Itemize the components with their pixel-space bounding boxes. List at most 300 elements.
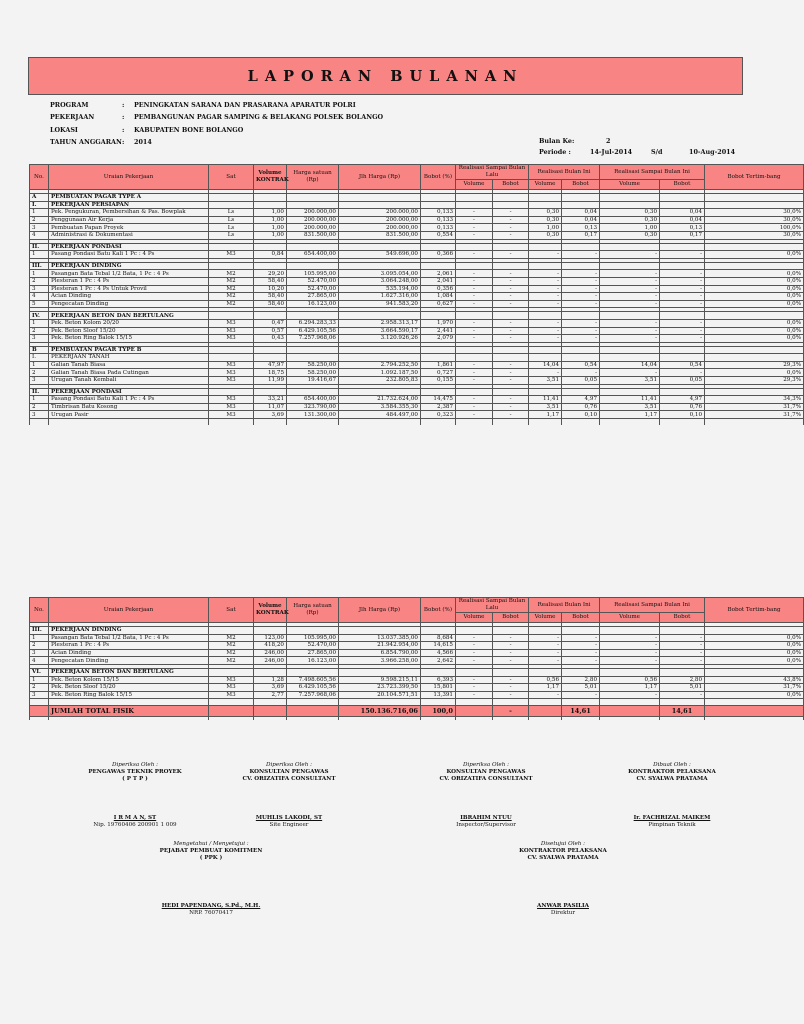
table-row <box>30 231 804 239</box>
row-sampai-bobot: 0,04 <box>660 216 705 224</box>
row-sampai-volume: - <box>600 642 660 650</box>
row-sampai-volume: - <box>600 319 660 327</box>
row-no: VI. <box>30 668 49 676</box>
row-uraian: Urugan Tanah Kembali <box>49 377 209 385</box>
row-bobot-tertimbang: 0,0% <box>705 327 804 335</box>
row-no: 3 <box>30 335 49 343</box>
signature-ppk-name <box>136 903 286 917</box>
col-jumlah: Jlh Harga (Rp) <box>339 165 421 190</box>
table-row <box>30 209 804 217</box>
row-volume: 1,00 <box>254 216 287 224</box>
signatory-title: Pimpinan Teknik <box>648 822 696 828</box>
col-no: No. <box>30 165 49 190</box>
row-harga: 6.429.105,56 <box>287 684 339 692</box>
periode-start: 14-Jul-2014 <box>590 148 633 156</box>
row-ini-bobot: 0,13 <box>562 224 600 232</box>
row-bobot: 6,393 <box>421 676 456 684</box>
row-uraian: PEKERJAAN TANAH <box>49 354 209 362</box>
row-lalu-volume: - <box>456 293 493 301</box>
empty-cell <box>660 243 705 251</box>
row-sampai-bobot: - <box>660 293 705 301</box>
signatory-name: I R M A N, ST <box>113 815 157 821</box>
signature-role: Diperiksa Oleh : <box>112 762 158 768</box>
row-ini-volume: 0,30 <box>529 216 562 224</box>
row-sampai-bobot: - <box>660 691 705 699</box>
empty-cell <box>600 346 660 354</box>
row-sampai-volume: 3,51 <box>600 403 660 411</box>
empty-cell <box>30 717 49 721</box>
signature-org: PEJABAT PEMBUAT KOMITMEN <box>159 848 263 854</box>
row-sat: M2 <box>209 277 254 285</box>
row-bobot: 14,475 <box>421 396 456 404</box>
empty-cell <box>421 422 456 425</box>
row-lalu-volume: - <box>456 319 493 327</box>
row-bobot-tertimbang: 0,0% <box>705 634 804 642</box>
row-no: 2 <box>30 277 49 285</box>
row-jumlah: 831.500,00 <box>339 231 421 239</box>
sub-volume: Volume <box>456 180 493 190</box>
row-sampai-bobot: - <box>660 649 705 657</box>
row-sampai-volume: - <box>600 657 660 665</box>
row-lalu-volume: - <box>456 277 493 285</box>
row-sat: M3 <box>209 684 254 692</box>
empty-cell <box>209 194 254 202</box>
empty-cell <box>287 346 339 354</box>
row-bobot-tertimbang: 31,7% <box>705 411 804 419</box>
row-jumlah: 1.627.316,00 <box>339 293 421 301</box>
row-lalu-volume: - <box>456 270 493 278</box>
empty-cell <box>254 627 287 635</box>
row-bobot-tertimbang: 0,0% <box>705 277 804 285</box>
empty-cell <box>287 388 339 396</box>
row-sampai-volume: - <box>600 293 660 301</box>
empty-cell <box>456 312 493 320</box>
signature-ptp-name <box>60 815 210 829</box>
row-sampai-bobot: - <box>660 300 705 308</box>
row-no: 1 <box>30 209 49 217</box>
empty-cell <box>705 346 804 354</box>
row-lalu-volume: - <box>456 396 493 404</box>
row-bobot-tertimbang: 0,0% <box>705 300 804 308</box>
empty-cell <box>600 194 660 202</box>
row-sampai-volume: 1,00 <box>600 224 660 232</box>
row-ini-volume: 11,41 <box>529 396 562 404</box>
row-ini-volume: - <box>529 369 562 377</box>
row-no: 3 <box>30 649 49 657</box>
empty-cell <box>339 717 421 721</box>
blank-row <box>30 422 804 425</box>
table-row <box>30 377 804 385</box>
row-jumlah: 200.000,00 <box>339 216 421 224</box>
row-bobot: 0,323 <box>421 411 456 419</box>
row-sampai-volume: - <box>600 251 660 259</box>
row-bobot: 14,615 <box>421 642 456 650</box>
row-sat: M2 <box>209 657 254 665</box>
row-ini-volume: - <box>529 634 562 642</box>
row-lalu-bobot: - <box>493 327 529 335</box>
row-volume: 58,40 <box>254 293 287 301</box>
row-sampai-volume: 14,04 <box>600 361 660 369</box>
empty-cell <box>600 388 660 396</box>
empty-cell <box>30 422 49 425</box>
row-sat: M2 <box>209 634 254 642</box>
empty-cell <box>562 262 600 270</box>
row-ini-volume: - <box>529 300 562 308</box>
empty-cell <box>421 262 456 270</box>
row-ini-bobot: 4,97 <box>562 396 600 404</box>
empty-cell <box>254 354 287 362</box>
row-no: 1 <box>30 319 49 327</box>
row-ini-volume: - <box>529 293 562 301</box>
empty-cell <box>562 422 600 425</box>
empty-cell <box>529 243 562 251</box>
row-jumlah: 9.598.215,11 <box>339 676 421 684</box>
row-bobot-tertimbang: 100,0% <box>705 224 804 232</box>
sub-bobot: Bobot <box>660 180 705 190</box>
row-uraian: PEKERJAAN BETON DAN BERTULANG <box>49 668 209 676</box>
row-sampai-volume: - <box>600 300 660 308</box>
empty-cell <box>562 312 600 320</box>
row-ini-bobot: 0,76 <box>562 403 600 411</box>
table-row <box>30 277 804 285</box>
row-sampai-bobot: - <box>660 369 705 377</box>
row-lalu-bobot: - <box>493 684 529 692</box>
empty-cell <box>493 717 529 721</box>
row-sampai-bobot: 0,10 <box>660 411 705 419</box>
section-row <box>30 668 804 676</box>
empty-cell <box>705 312 804 320</box>
row-no: 1 <box>30 270 49 278</box>
row-bobot: 0,133 <box>421 224 456 232</box>
row-ini-volume: - <box>529 319 562 327</box>
empty-cell <box>600 422 660 425</box>
table-row <box>30 327 804 335</box>
signature-org: KONSULTAN PENGAWAS <box>446 769 526 775</box>
row-bobot: 0,133 <box>421 209 456 217</box>
row-ini-bobot: 0,04 <box>562 209 600 217</box>
row-lalu-bobot: - <box>493 403 529 411</box>
empty-cell <box>493 354 529 362</box>
empty-cell <box>562 346 600 354</box>
row-ini-volume: 0,56 <box>529 676 562 684</box>
table-row <box>30 634 804 642</box>
row-ini-volume: 0,30 <box>529 231 562 239</box>
row-sat: M3 <box>209 691 254 699</box>
empty-cell <box>209 243 254 251</box>
section-row <box>30 194 804 202</box>
empty-cell <box>705 388 804 396</box>
row-harga: 200.000,00 <box>287 209 339 217</box>
row-sat: Ls <box>209 209 254 217</box>
row-no: II. <box>30 388 49 396</box>
row-sampai-bobot: 0,05 <box>660 377 705 385</box>
row-uraian: Pek. Pengukuran, Pembersihan & Pas. Bowplak <box>49 209 209 217</box>
row-jumlah: 484.497,00 <box>339 411 421 419</box>
empty-cell <box>339 243 421 251</box>
empty-cell <box>705 706 804 717</box>
section-row <box>30 388 804 396</box>
row-bobot: 8,684 <box>421 634 456 642</box>
col-real-lalu: Realisasi Sampai Bulan Lalu <box>456 165 529 180</box>
row-ini-volume: 3,51 <box>529 403 562 411</box>
table-header-row <box>30 598 804 613</box>
signature-kontraktor <box>597 762 747 783</box>
empty-cell <box>705 262 804 270</box>
row-jumlah: 2.794.252,50 <box>339 361 421 369</box>
row-sat: M2 <box>209 285 254 293</box>
row-harga: 654.400,00 <box>287 251 339 259</box>
row-ini-bobot: 0,54 <box>562 361 600 369</box>
row-harga: 52.470,00 <box>287 285 339 293</box>
row-sampai-bobot: - <box>660 335 705 343</box>
signature-kontraktor-name <box>597 815 747 829</box>
row-ini-volume: - <box>529 335 562 343</box>
row-ini-bobot: - <box>562 285 600 293</box>
row-harga: 105.995,00 <box>287 634 339 642</box>
empty-cell <box>287 243 339 251</box>
row-sampai-bobot: - <box>660 319 705 327</box>
row-no: 2 <box>30 684 49 692</box>
empty-cell <box>529 312 562 320</box>
empty-cell <box>456 243 493 251</box>
empty-cell <box>339 422 421 425</box>
row-uraian: Pembuatan Papan Proyek <box>49 224 209 232</box>
row-harga: 6.429.105,56 <box>287 327 339 335</box>
row-bobot-tertimbang: 0,0% <box>705 319 804 327</box>
row-jumlah: 200.000,00 <box>339 209 421 217</box>
row-ini-bobot: - <box>562 327 600 335</box>
sub-volume: Volume <box>529 613 562 623</box>
sub-volume: Volume <box>600 180 660 190</box>
row-uraian: Galian Tanah Biasa <box>49 361 209 369</box>
row-harga: 19.416,67 <box>287 377 339 385</box>
empty-cell <box>339 388 421 396</box>
signatory-name: IBRAHIM NTUU <box>460 815 512 821</box>
empty-cell <box>562 388 600 396</box>
row-lalu-volume: - <box>456 403 493 411</box>
row-no: 3 <box>30 691 49 699</box>
empty-cell <box>705 422 804 425</box>
row-sampai-volume: 0,30 <box>600 209 660 217</box>
row-ini-volume: 3,51 <box>529 377 562 385</box>
empty-cell <box>30 706 49 717</box>
signature-role: Mengetahui / Menyetujui : <box>173 841 249 847</box>
row-sampai-volume: 1,17 <box>600 411 660 419</box>
row-no: 1 <box>30 251 49 259</box>
empty-cell <box>287 312 339 320</box>
empty-cell <box>529 194 562 202</box>
sub-bobot: Bobot <box>660 613 705 623</box>
table-row <box>30 285 804 293</box>
empty-cell <box>421 201 456 209</box>
table-row <box>30 335 804 343</box>
signature-org-sub: CV. SYALWA PRATAMA <box>527 855 599 861</box>
row-lalu-bobot: - <box>493 319 529 327</box>
empty-cell <box>209 201 254 209</box>
row-lalu-bobot: - <box>493 293 529 301</box>
row-lalu-volume: - <box>456 691 493 699</box>
empty-cell <box>254 668 287 676</box>
empty-cell <box>287 194 339 202</box>
empty-cell <box>456 388 493 396</box>
row-ini-volume: - <box>529 327 562 335</box>
empty-cell <box>254 717 287 721</box>
empty-cell <box>493 627 529 635</box>
section-row <box>30 243 804 251</box>
empty-cell <box>421 354 456 362</box>
signatory-title: Inspector/Supervisor <box>456 822 516 828</box>
row-no: A <box>30 194 49 202</box>
row-volume: 3,69 <box>254 411 287 419</box>
empty-cell <box>705 194 804 202</box>
row-ini-volume: - <box>529 277 562 285</box>
section-row <box>30 312 804 320</box>
row-sampai-volume: - <box>600 335 660 343</box>
row-bobot: 2,441 <box>421 327 456 335</box>
row-jumlah: 2.958.313,17 <box>339 319 421 327</box>
row-jumlah: 3.664.590,17 <box>339 327 421 335</box>
row-no: I. <box>30 354 49 362</box>
row-uraian: PEKERJAAN PONDASI <box>49 243 209 251</box>
row-uraian: Pengecatan Dinding <box>49 300 209 308</box>
row-bobot-tertimbang: 30,0% <box>705 216 804 224</box>
row-volume: 11,99 <box>254 377 287 385</box>
empty-cell <box>49 717 209 721</box>
row-bobot: 4,566 <box>421 649 456 657</box>
empty-cell <box>493 388 529 396</box>
section-row <box>30 262 804 270</box>
row-sampai-bobot: 0,13 <box>660 224 705 232</box>
row-volume: 1,00 <box>254 209 287 217</box>
row-volume: 1,00 <box>254 231 287 239</box>
row-harga: 52.470,00 <box>287 642 339 650</box>
row-lalu-bobot: - <box>493 657 529 665</box>
row-harga: 131.300,00 <box>287 411 339 419</box>
empty-cell <box>209 627 254 635</box>
work-table-1 <box>29 164 804 425</box>
row-sat: M3 <box>209 369 254 377</box>
row-no: I. <box>30 201 49 209</box>
total-lalu-bobot: - <box>493 706 529 717</box>
empty-cell <box>287 706 339 717</box>
row-harga: 6.294.283,33 <box>287 319 339 327</box>
row-uraian: Urugan Pasir <box>49 411 209 419</box>
table-row <box>30 684 804 692</box>
empty-cell <box>562 668 600 676</box>
row-uraian: Plesteran 1 Pc : 4 Ps Untuk Provil <box>49 285 209 293</box>
row-harga: 52.470,00 <box>287 277 339 285</box>
row-ini-volume: - <box>529 251 562 259</box>
empty-cell <box>287 201 339 209</box>
row-sat: Ls <box>209 216 254 224</box>
row-bobot-tertimbang: 0,0% <box>705 270 804 278</box>
row-bobot-tertimbang: 0,0% <box>705 251 804 259</box>
row-lalu-volume: - <box>456 300 493 308</box>
empty-cell <box>660 717 705 721</box>
row-ini-bobot: - <box>562 293 600 301</box>
row-jumlah: 1.092.187,50 <box>339 369 421 377</box>
row-harga: 200.000,00 <box>287 224 339 232</box>
row-sat: M2 <box>209 293 254 301</box>
row-lalu-volume: - <box>456 224 493 232</box>
empty-cell <box>209 388 254 396</box>
table-row <box>30 396 804 404</box>
row-ini-bobot: 0,10 <box>562 411 600 419</box>
empty-cell <box>254 706 287 717</box>
empty-cell <box>209 717 254 721</box>
empty-cell <box>254 312 287 320</box>
empty-cell <box>49 422 209 425</box>
row-uraian: Pek. Beton Sloof 15/20 <box>49 684 209 692</box>
row-ini-volume: - <box>529 649 562 657</box>
row-harga: 27.865,00 <box>287 293 339 301</box>
empty-cell <box>339 627 421 635</box>
row-jumlah: 3.966.258,00 <box>339 657 421 665</box>
row-volume: 0,43 <box>254 335 287 343</box>
table-row <box>30 216 804 224</box>
empty-cell <box>456 194 493 202</box>
sub-bobot: Bobot <box>562 613 600 623</box>
row-bobot-tertimbang: 30,0% <box>705 231 804 239</box>
table-row <box>30 657 804 665</box>
row-harga: 58.250,00 <box>287 369 339 377</box>
row-ini-volume: 1,17 <box>529 684 562 692</box>
table-row <box>30 676 804 684</box>
row-sampai-volume: - <box>600 634 660 642</box>
row-sat: M2 <box>209 270 254 278</box>
empty-cell <box>660 312 705 320</box>
row-lalu-volume: - <box>456 216 493 224</box>
row-lalu-bobot: - <box>493 300 529 308</box>
row-no: 2 <box>30 403 49 411</box>
empty-cell <box>529 706 562 717</box>
empty-cell <box>705 627 804 635</box>
signature-konsultan-2-name <box>411 815 561 829</box>
row-volume: 10,20 <box>254 285 287 293</box>
row-ini-bobot: - <box>562 657 600 665</box>
row-bobot: 0,366 <box>421 251 456 259</box>
signatory-title: Nip. 19760406 200901 1 009 <box>93 822 177 828</box>
empty-cell <box>600 627 660 635</box>
row-ini-bobot: - <box>562 369 600 377</box>
row-ini-bobot: - <box>562 335 600 343</box>
row-volume: 58,40 <box>254 300 287 308</box>
row-volume: 29,20 <box>254 270 287 278</box>
col-sat: Sat <box>209 165 254 190</box>
total-label: JUMLAH TOTAL FISIK <box>49 706 209 717</box>
empty-cell <box>456 717 493 721</box>
col-bobot: Bobot (%) <box>421 165 456 190</box>
row-no: II. <box>30 243 49 251</box>
table-row <box>30 224 804 232</box>
row-uraian: Penggunaan Air Kerja <box>49 216 209 224</box>
row-no: 4 <box>30 231 49 239</box>
empty-cell <box>456 422 493 425</box>
row-no: 2 <box>30 216 49 224</box>
row-sat: M3 <box>209 377 254 385</box>
empty-cell <box>209 706 254 717</box>
empty-cell <box>456 668 493 676</box>
row-no: 3 <box>30 411 49 419</box>
row-volume: 1,00 <box>254 224 287 232</box>
row-bobot-tertimbang: 30,0% <box>705 209 804 217</box>
row-bobot: 2,642 <box>421 657 456 665</box>
signature-org: KONTRAKTOR PELAKSANA <box>628 769 716 775</box>
table-body <box>30 623 804 721</box>
row-lalu-bobot: - <box>493 224 529 232</box>
row-bobot: 0,554 <box>421 231 456 239</box>
signature-role: Disetujui Oleh : <box>540 841 586 847</box>
